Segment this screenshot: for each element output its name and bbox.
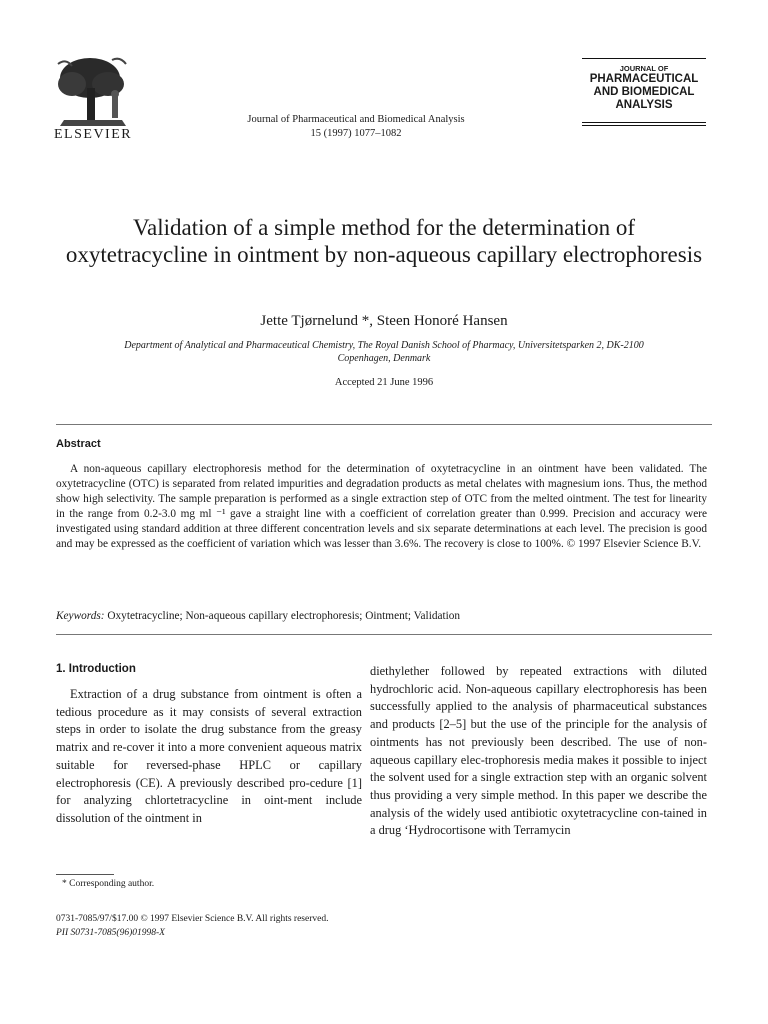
masthead-name-line: AND BIOMEDICAL [593,86,695,98]
left-column [56,663,362,828]
footnote: * Corresponding author. [62,879,155,889]
article-title: Validation of a simple method for the determination of oxytetracycline in ointment by non-aqueous capillary electrophoresis [65,215,703,267]
pii-line: PII S0731-7085(96)01998-X [56,928,165,938]
section-heading: 1. Introduction [56,663,136,675]
divider [56,634,712,635]
keywords-list: Oxytetracycline; Non-aqueous capillary electrophoresis; Ointment; Validation [107,610,461,622]
accepted-date: Accepted 21 June 1996 [334,377,434,388]
masthead-rule-bottom-2 [582,125,706,126]
journal-citation-volume: 15 (1997) 1077–1082 [310,128,402,139]
copyright-block [56,912,328,940]
masthead-name-line: PHARMACEUTICAL [589,73,699,85]
journal-citation-title: Journal of Pharmaceutical and Biomedical Analysis [247,114,465,125]
footnote-rule [56,874,114,875]
intro-paragraph-left: Extraction of a drug substance from ointment is often a tedious procedure as it may consists of several extraction steps in order to isolate the drug substance from the greasy matrix and re-cover it into a more convenient aqueous matrix suitable for reversed-phase HPLC or capillary electrophoresis (CE). A previously described pro-cedure [1] for analyzing chlortetracycline in oint-ment include dissolution of the ointment in [56,687,362,825]
journal-citation [196,113,516,141]
publisher-name: ELSEVIER [54,127,133,142]
abstract-heading: Abstract [56,438,101,450]
masthead-prefix: JOURNAL OF [619,64,669,73]
intro-paragraph-right: diethylether followed by repeated extractions with diluted hydrochloric acid. Non-aqueous capillary electrophoresis has been successfully applied to the analysis of pharmaceutical substances and products [2–5] but the use of the principle for the analysis of ointments has not previously been described. The use of non-aqueous capillary elec-trophoresis media makes it possible to inject the solvent used for a single extraction step with an organic solvent thus providing a very simple method. In this paper we describe the analysis of the widely used antibiotic oxytetracycline con-tained in a drug ‘Hydrocortisone with Terramycin [370,664,707,838]
masthead-name-line: ANALYSIS [615,99,673,111]
keywords-label: Keywords: [56,610,105,622]
author-affiliation: Department of Analytical and Pharmaceutical Chemistry, The Royal Danish School of Pharmacy, Universitetsparken 2, DK-2100 Copenhagen, Denmark [124,340,644,364]
elsevier-tree-logo [52,54,134,128]
abstract-body: A non-aqueous capillary electrophoresis method for the determination of oxytetracycline in an ointment have been validated. The oxytetracycline (OTC) is separated from related impurities and degradation products as metal chelates with magnesium ions. Thus, the method show high selectivity. The sample preparation is performed as a single extraction step of OTC from the melted ointment. The test for linearity in the range from 0.2-3.0 mg ml ⁻¹ gave a straight line with a coefficient of correlation greater than 0.999. Precision and accuracy were investigated using standard addition at three different concentration levels and six separate determinations at each level. The precision is good and may be expressed as the coefficient of variation which was lesser than 3.6%. The recovery is close to 100%. © 1997 Elsevier Science B.V. [56,463,707,550]
masthead-rule-bottom [582,122,706,123]
divider [56,424,712,425]
article-authors: Jette Tjørnelund *, Steen Honoré Hansen [260,313,508,329]
keywords [56,610,707,622]
masthead-rule-top [582,58,706,59]
journal-masthead [582,58,706,126]
copyright-line: 0731-7085/97/$17.00 © 1997 Elsevier Science B.V. All rights reserved. [56,914,329,924]
